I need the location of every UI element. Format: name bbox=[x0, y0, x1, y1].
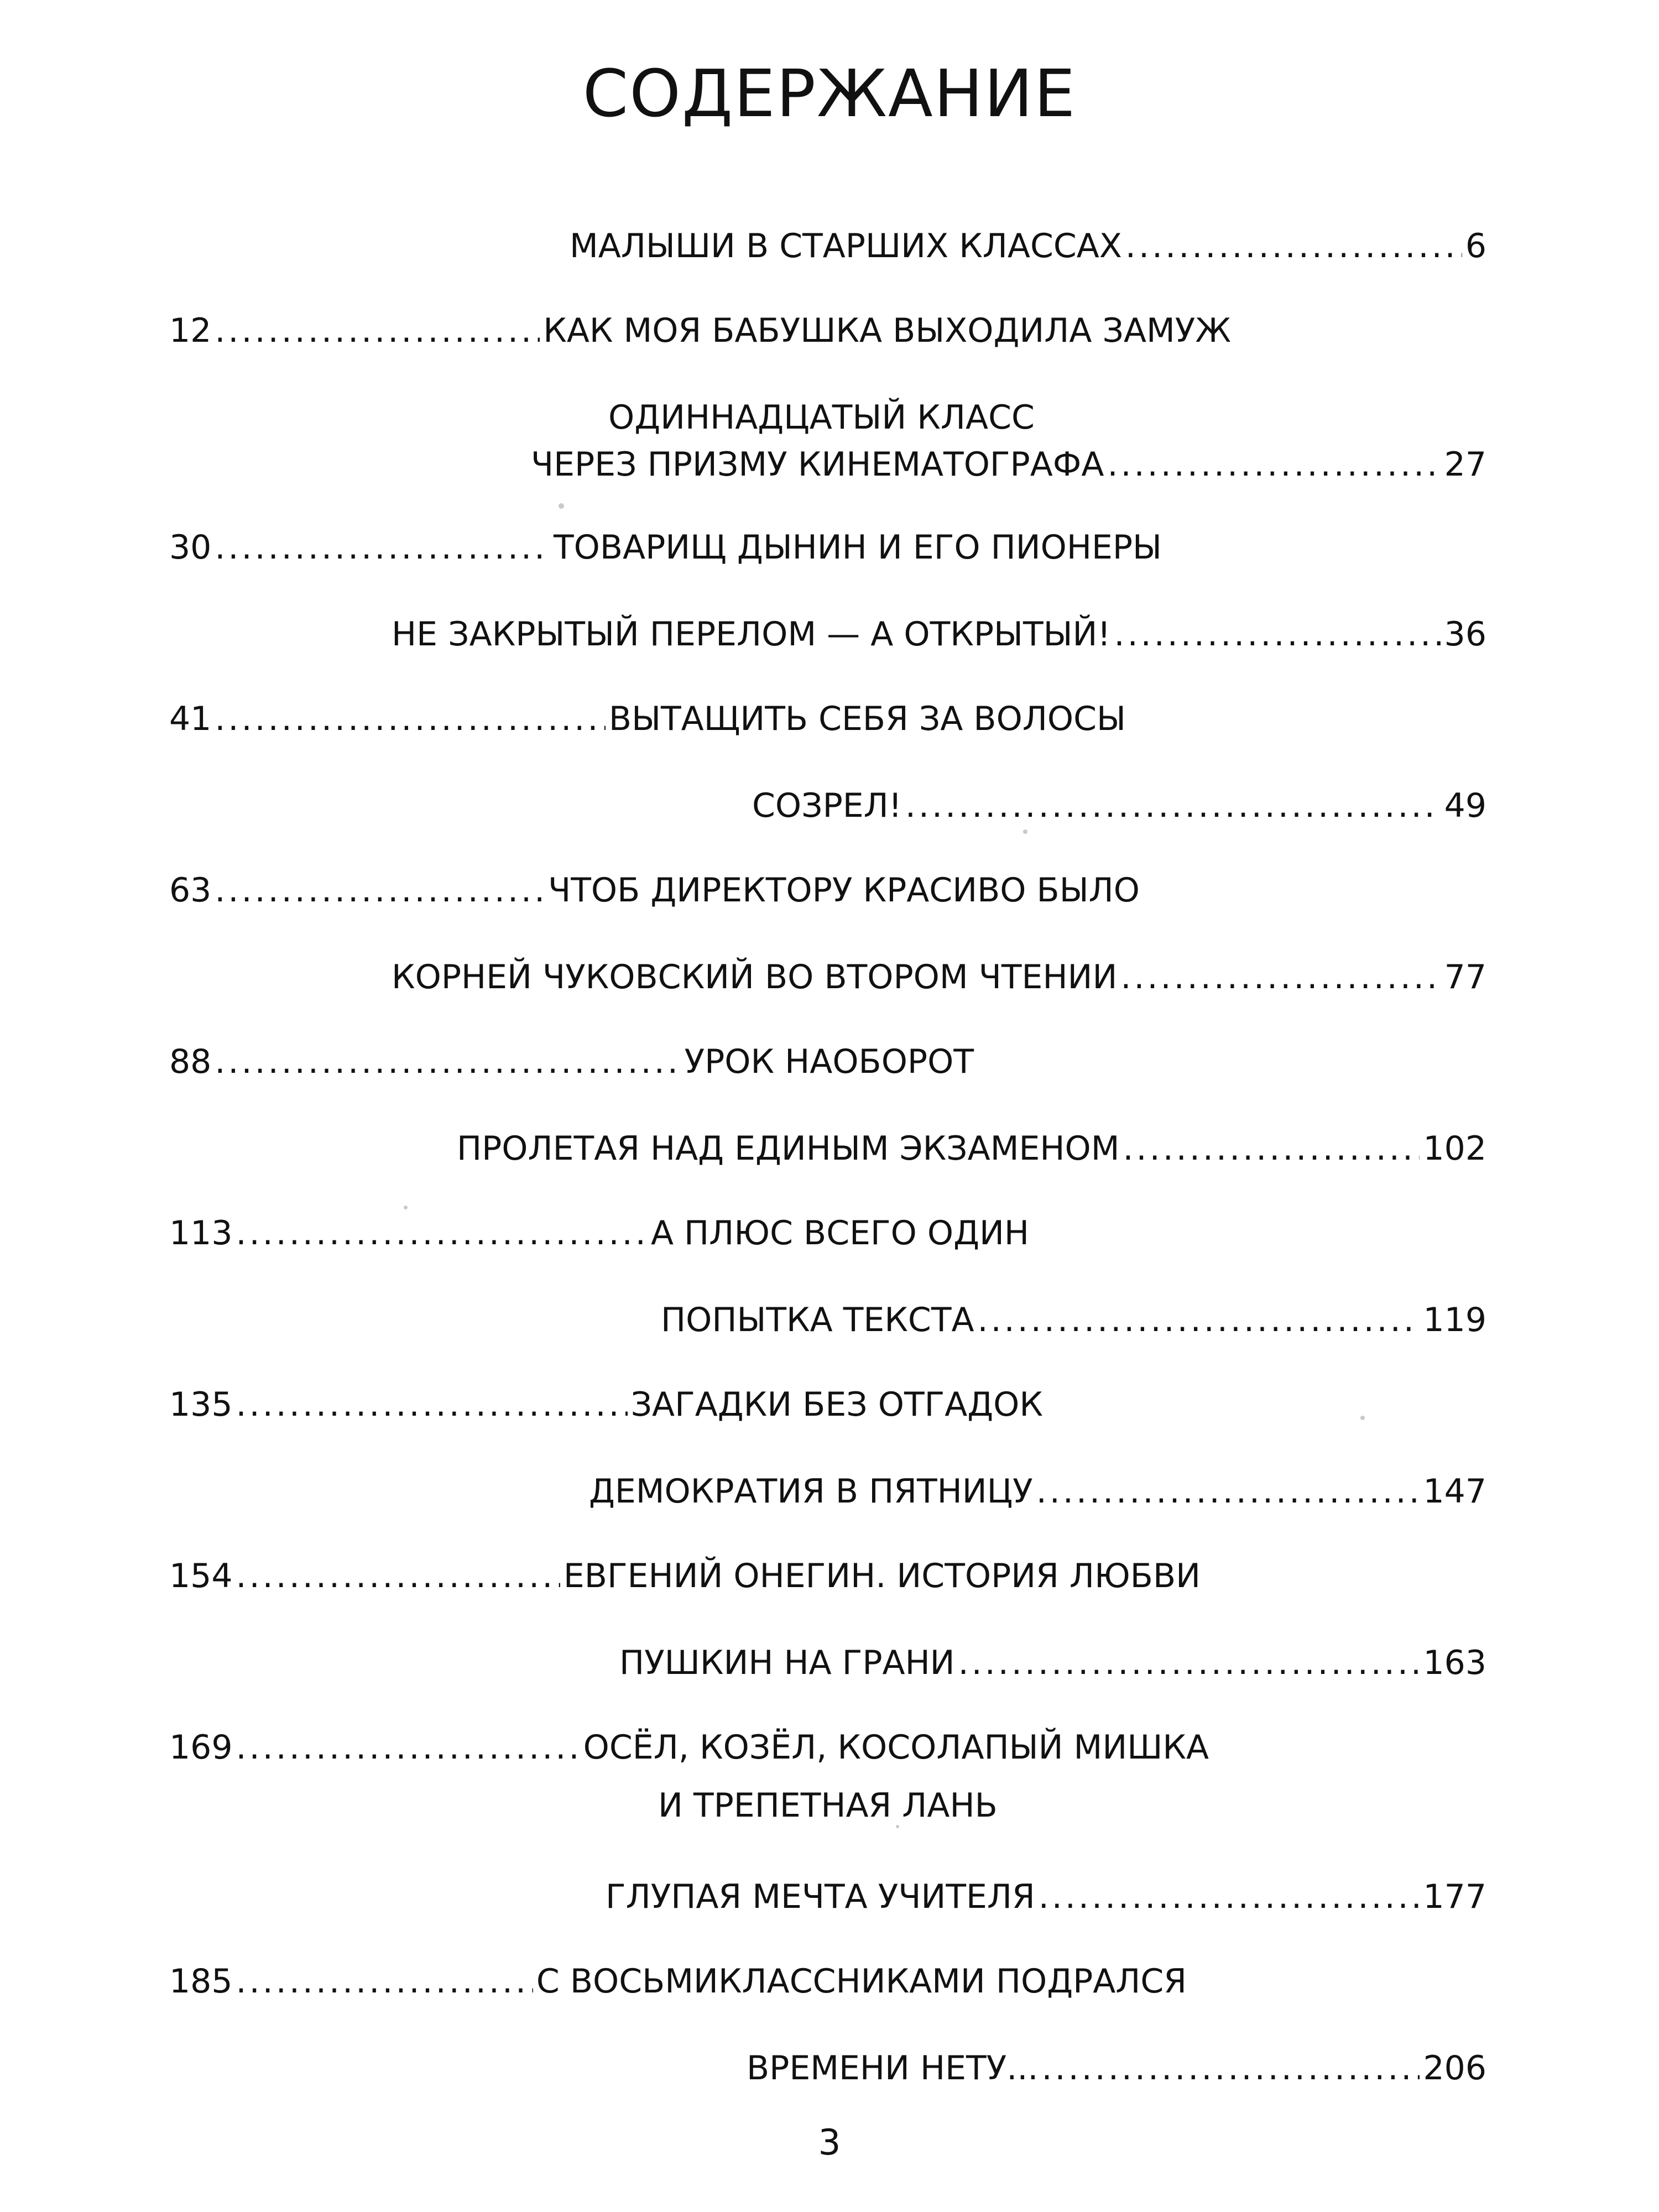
toc-entry[interactable] bbox=[392, 958, 1486, 997]
leader-dots bbox=[215, 314, 540, 347]
scan-speck bbox=[1023, 830, 1027, 834]
toc-entry[interactable] bbox=[169, 1728, 1209, 1767]
toc-entry[interactable] bbox=[619, 1644, 1486, 1682]
leader-dots bbox=[215, 1045, 681, 1078]
leader-dots bbox=[1039, 1880, 1420, 1913]
toc-entry-title: ПОПЫТКА ТЕКСТА bbox=[661, 1301, 974, 1339]
toc-entry[interactable] bbox=[531, 445, 1486, 484]
toc-entry-page: 147 bbox=[1423, 1472, 1486, 1511]
toc-entry-title-line2: И ТРЕПЕТНАЯ ЛАНЬ bbox=[658, 1786, 998, 1825]
page-title: СОДЕРЖАНИЕ bbox=[582, 55, 1077, 132]
toc-entry[interactable] bbox=[169, 1385, 1043, 1424]
toc-entry-title: ЧТОБ ДИРЕКТОРУ КРАСИВО БЫЛО bbox=[548, 871, 1140, 910]
toc-entry[interactable] bbox=[169, 528, 1162, 567]
scan-speck bbox=[896, 1825, 899, 1828]
toc-entry-page: 63 bbox=[169, 871, 212, 910]
toc-entry[interactable] bbox=[747, 2049, 1486, 2088]
scan-speck bbox=[404, 1206, 408, 1209]
toc-entry-page: 163 bbox=[1423, 1644, 1486, 1682]
toc-entry-page: 113 bbox=[169, 1214, 233, 1253]
scan-speck bbox=[559, 503, 564, 509]
leader-dots bbox=[1036, 1475, 1420, 1508]
toc-entry-page: 185 bbox=[169, 1962, 233, 2001]
toc-entry-page: 27 bbox=[1444, 445, 1486, 484]
toc-entry[interactable] bbox=[169, 1962, 1187, 2001]
toc-entry-title: МАЛЫШИ В СТАРШИХ КЛАССАХ bbox=[570, 227, 1122, 265]
toc-entry[interactable] bbox=[457, 1129, 1486, 1168]
toc-entry-title: НЕ ЗАКРЫТЫЙ ПЕРЕЛОМ — А ОТКРЫТЫЙ! bbox=[392, 615, 1111, 654]
toc-entry[interactable] bbox=[589, 1472, 1486, 1511]
toc-entry-page: 135 bbox=[169, 1385, 233, 1424]
leader-dots bbox=[978, 1303, 1420, 1337]
toc-entry[interactable] bbox=[169, 1214, 1029, 1253]
leader-dots bbox=[236, 1559, 560, 1593]
leader-dots bbox=[215, 874, 545, 907]
toc-entry-title: ВРЕМЕНИ НЕТУ... bbox=[747, 2049, 1039, 2088]
toc-entry[interactable] bbox=[606, 1877, 1486, 1916]
leader-dots bbox=[236, 1731, 580, 1764]
leader-dots bbox=[905, 789, 1441, 822]
toc-entry[interactable] bbox=[752, 786, 1486, 825]
leader-dots bbox=[215, 702, 606, 735]
scan-speck bbox=[1360, 1416, 1365, 1420]
leader-dots bbox=[215, 531, 550, 564]
toc-entry-page: 154 bbox=[169, 1557, 233, 1595]
toc-entry-page: 169 bbox=[169, 1728, 233, 1767]
toc-entry-title: СОЗРЕЛ! bbox=[752, 786, 902, 825]
toc-entry-page: 119 bbox=[1423, 1301, 1486, 1339]
toc-entry-title: ЕВГЕНИЙ ОНЕГИН. ИСТОРИЯ ЛЮБВИ bbox=[563, 1557, 1201, 1595]
toc-entry[interactable] bbox=[169, 1042, 974, 1081]
toc-entry-title: КАК МОЯ БАБУШКА ВЫХОДИЛА ЗАМУЖ bbox=[543, 311, 1231, 350]
toc-entry-page: 77 bbox=[1444, 958, 1486, 997]
toc-entry-title: УРОК НАОБОРОТ bbox=[684, 1042, 974, 1081]
toc-entry-title: ПУШКИН НА ГРАНИ bbox=[619, 1644, 955, 1682]
toc-entry-page: 49 bbox=[1444, 786, 1486, 825]
toc-entry-page: 30 bbox=[169, 528, 212, 567]
leader-dots bbox=[1120, 961, 1441, 994]
toc-entry-title: ОСЁЛ, КОЗЁЛ, КОСОЛАПЫЙ МИШКА bbox=[583, 1728, 1209, 1767]
toc-entry-page: 177 bbox=[1423, 1877, 1486, 1916]
leader-dots bbox=[1041, 2052, 1420, 2085]
leader-dots bbox=[236, 1217, 648, 1250]
toc-entry-title: С ВОСЬМИКЛАССНИКАМИ ПОДРАЛСЯ bbox=[536, 1962, 1187, 2001]
toc-entry[interactable] bbox=[570, 229, 1486, 263]
leader-dots bbox=[1125, 229, 1462, 263]
leader-dots bbox=[1114, 618, 1441, 651]
toc-entry-title: КОРНЕЙ ЧУКОВСКИЙ ВО ВТОРОМ ЧТЕНИИ bbox=[392, 958, 1118, 997]
toc-entry-title-line1: ОДИННАДЦАТЫЙ КЛАСС bbox=[608, 398, 1035, 437]
toc-entry-page: 6 bbox=[1465, 227, 1486, 265]
toc-entry-page: 88 bbox=[169, 1042, 212, 1081]
toc-entry-title: ДЕМОКРАТИЯ В ПЯТНИЦУ bbox=[589, 1472, 1033, 1511]
toc-entry-title: ЗАГАДКИ БЕЗ ОТГАДОК bbox=[630, 1385, 1043, 1424]
leader-dots bbox=[958, 1646, 1420, 1679]
toc-entry[interactable] bbox=[661, 1303, 1486, 1337]
toc-entry-title: А ПЛЮС ВСЕГО ОДИН bbox=[650, 1214, 1029, 1253]
toc-entry-page: 12 bbox=[169, 311, 212, 350]
toc-entry[interactable] bbox=[169, 1559, 1201, 1593]
toc-entry[interactable] bbox=[169, 311, 1231, 350]
toc-entry-title: ГЛУПАЯ МЕЧТА УЧИТЕЛЯ bbox=[606, 1877, 1035, 1916]
toc-entry-page: 206 bbox=[1423, 2049, 1486, 2088]
toc-entry-title: ПРОЛЕТАЯ НАД ЕДИНЫМ ЭКЗАМЕНОМ bbox=[457, 1129, 1120, 1168]
toc-entry-page: 36 bbox=[1444, 615, 1486, 654]
toc-entry[interactable] bbox=[169, 700, 1126, 738]
toc-entry-title: ВЫТАЩИТЬ СЕБЯ ЗА ВОЛОСЫ bbox=[608, 700, 1126, 738]
leader-dots bbox=[236, 1388, 628, 1421]
leader-dots bbox=[1123, 1132, 1420, 1165]
toc-entry-title: ТОВАРИЩ ДЫНИН И ЕГО ПИОНЕРЫ bbox=[554, 528, 1162, 567]
page-number: 3 bbox=[818, 2122, 841, 2163]
toc-entry[interactable] bbox=[169, 871, 1140, 910]
leader-dots bbox=[1107, 448, 1441, 481]
toc-entry-page: 41 bbox=[169, 700, 212, 738]
leader-dots bbox=[236, 1965, 533, 1998]
toc-entry-title: ЧЕРЕЗ ПРИЗМУ КИНЕМАТОГРАФА bbox=[531, 445, 1104, 484]
toc-entry-page: 102 bbox=[1423, 1129, 1486, 1168]
toc-entry[interactable] bbox=[392, 615, 1486, 654]
